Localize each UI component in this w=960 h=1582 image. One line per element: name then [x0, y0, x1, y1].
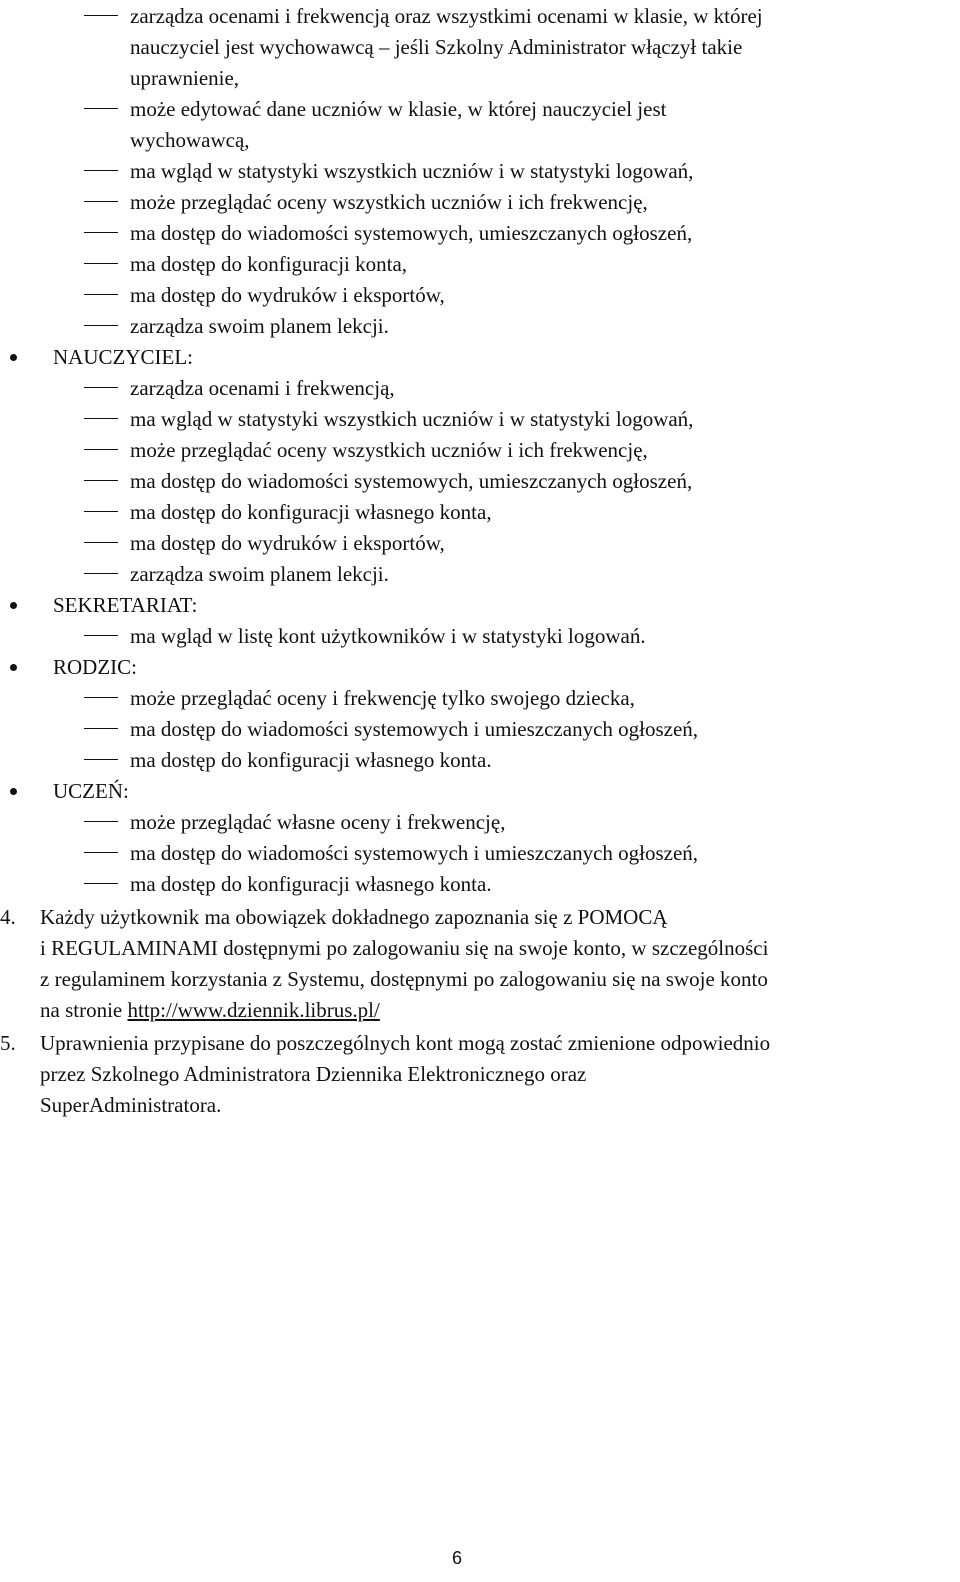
list-item-text: zarządza swoim planem lekcji. [130, 314, 389, 338]
list-item-text: ma dostęp do wiadomości systemowych i umieszczanych ogłoszeń, [130, 717, 699, 741]
dash-marker [84, 511, 118, 512]
list-item-text: nauczyciel jest wychowawcą – jeśli Szkolny Administrator włączył takie [130, 35, 743, 59]
item-text: na stronie [40, 998, 128, 1022]
dash-marker [84, 387, 118, 388]
list-item-text: może przeglądać oceny wszystkich uczniów i ich frekwencję, [130, 438, 648, 462]
dash-marker [84, 542, 118, 543]
list-item-text: ma dostęp do wydruków i eksportów, [130, 531, 445, 555]
list-item-text: może przeglądać oceny i frekwencję tylko swojego dziecka, [130, 686, 635, 710]
section-heading-text: RODZIC: [53, 655, 137, 679]
list-item-text: ma dostęp do konfiguracji własnego konta. [130, 872, 492, 896]
item-text: z regulaminem korzystania z Systemu, dostępnymi po zalogowaniu się na swoje konto [40, 967, 768, 991]
dash-marker [84, 108, 118, 109]
bullet-marker [10, 602, 17, 609]
item-text: SuperAdministratora. [40, 1093, 222, 1117]
dash-marker [84, 170, 118, 171]
list-item-text: ma wgląd w listę kont użytkowników i w statystyki logowań. [130, 624, 646, 648]
dash-marker [84, 573, 118, 574]
dash-marker [84, 728, 118, 729]
dash-marker [84, 697, 118, 698]
list-item-text: ma dostęp do konfiguracji własnego konta, [130, 500, 492, 524]
list-item-text: ma wgląd w statystyki wszystkich uczniów i w statystyki logowań, [130, 159, 694, 183]
list-item-text: zarządza ocenami i frekwencją, [130, 376, 395, 400]
dash-marker [84, 759, 118, 760]
list-item-text: ma wgląd w statystyki wszystkich uczniów i w statystyki logowań, [130, 407, 694, 431]
item-text: przez Szkolnego Administratora Dziennika Elektronicznego oraz [40, 1062, 587, 1086]
item-text: i REGULAMINAMI dostępnymi po zalogowaniu się na swoje konto, w szczególności [40, 936, 769, 960]
dash-marker [84, 201, 118, 202]
item-text: Uprawnienia przypisane do poszczególnych kont mogą zostać zmienione odpowiednio [40, 1031, 771, 1055]
list-item-text: może przeglądać własne oceny i frekwencję, [130, 810, 506, 834]
list-item-text: ma dostęp do konfiguracji konta, [130, 252, 408, 276]
dash-marker [84, 821, 118, 822]
dash-marker [84, 263, 118, 264]
dash-marker [84, 852, 118, 853]
dash-marker [84, 635, 118, 636]
list-item-text: ma dostęp do wiadomości systemowych, umieszczanych ogłoszeń, [130, 469, 693, 493]
section-heading-text: SEKRETARIAT: [53, 593, 198, 617]
page-number: 6 [452, 1548, 463, 1568]
dash-marker [84, 480, 118, 481]
list-item-text: ma dostęp do wiadomości systemowych, umieszczanych ogłoszeń, [130, 221, 693, 245]
bullet-marker [10, 664, 17, 671]
list-item-text: ma dostęp do konfiguracji własnego konta. [130, 748, 492, 772]
list-item-text: może edytować dane uczniów w klasie, w której nauczyciel jest [130, 97, 667, 121]
dash-marker [84, 418, 118, 419]
bullet-marker [10, 354, 17, 361]
item-number: 5. [0, 1031, 16, 1055]
section-heading-text: UCZEŃ: [53, 779, 129, 803]
list-item-text: ma dostęp do wydruków i eksportów, [130, 283, 445, 307]
item-number: 4. [0, 905, 16, 929]
list-item-text: ma dostęp do wiadomości systemowych i umieszczanych ogłoszeń, [130, 841, 699, 865]
librus-link[interactable]: http://www.dziennik.librus.pl/ [127, 998, 380, 1022]
dash-marker [84, 294, 118, 295]
dash-marker [84, 449, 118, 450]
dash-marker [84, 232, 118, 233]
item-text-with-link [40, 994, 380, 1026]
dash-marker [84, 15, 118, 16]
section-heading-text: NAUCZYCIEL: [53, 345, 193, 369]
list-item-text: uprawnienie, [130, 66, 240, 90]
list-item-text: zarządza ocenami i frekwencją oraz wszystkimi ocenami w klasie, w której [130, 4, 763, 28]
bullet-marker [10, 788, 17, 795]
list-item-text: może przeglądać oceny wszystkich uczniów i ich frekwencję, [130, 190, 648, 214]
list-item-text: wychowawcą, [130, 128, 250, 152]
dash-marker [84, 325, 118, 326]
list-item-text: zarządza swoim planem lekcji. [130, 562, 389, 586]
dash-marker [84, 883, 118, 884]
item-text: Każdy użytkownik ma obowiązek dokładnego zapoznania się z POMOCĄ [40, 905, 668, 929]
